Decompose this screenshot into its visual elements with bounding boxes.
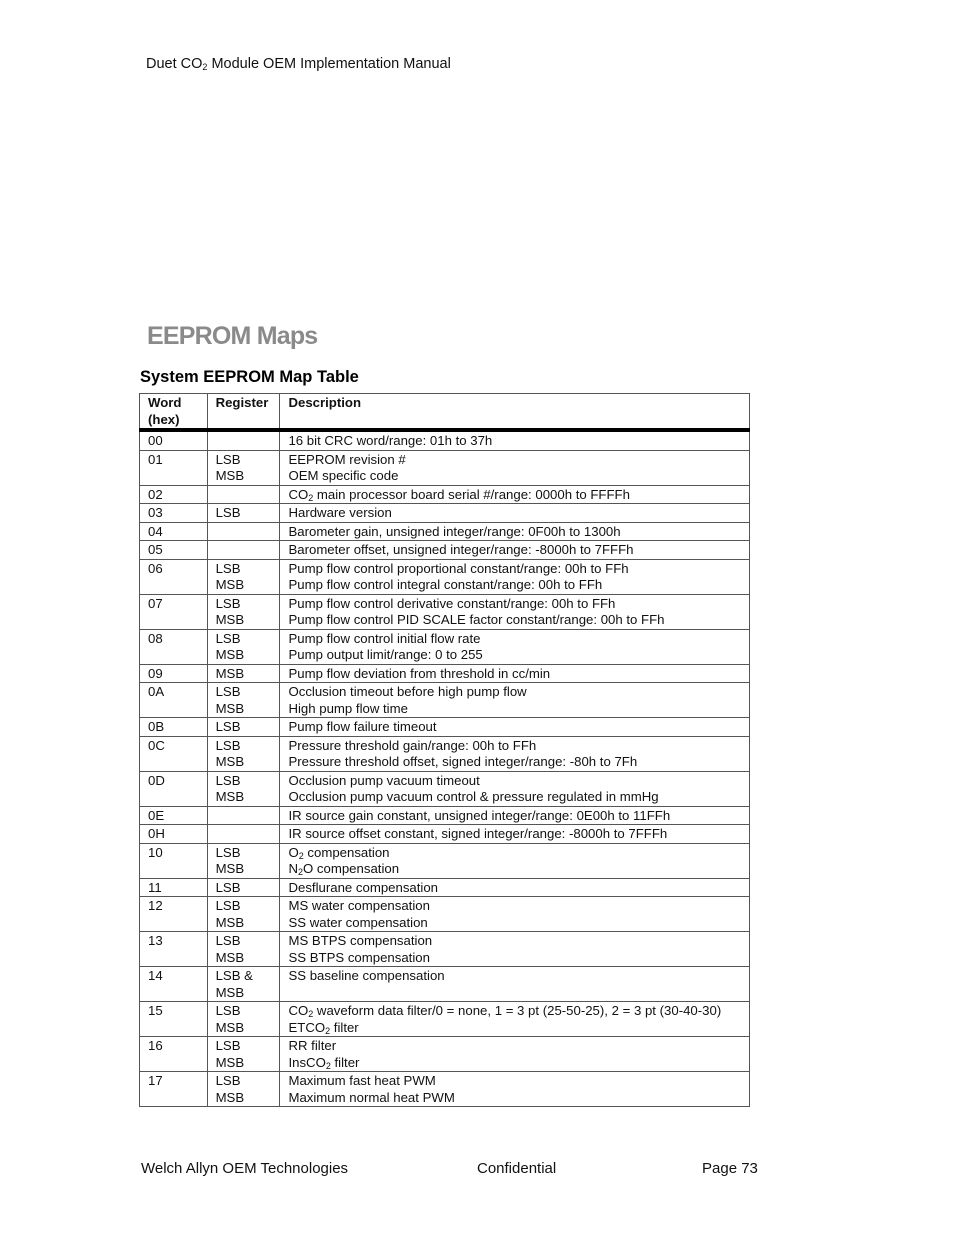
register-cell — [207, 806, 280, 825]
description-cell — [280, 485, 750, 504]
register-value: LSB & — [215, 968, 253, 983]
table-row — [140, 843, 750, 878]
register-value: LSB — [215, 1003, 241, 1018]
register-value: LSB — [215, 772, 241, 788]
description-text: CO — [288, 486, 309, 502]
word-cell: 01 — [140, 450, 208, 485]
register-value — [216, 542, 272, 559]
table-row — [140, 559, 750, 594]
register-cell — [207, 541, 280, 560]
table-row — [140, 594, 750, 629]
word-cell: 0A — [140, 683, 208, 718]
description-line — [288, 950, 741, 967]
description-text: OEM specific code — [288, 468, 399, 483]
description-cell — [280, 825, 750, 844]
register-cell — [207, 1037, 280, 1072]
description-line — [288, 1038, 741, 1055]
register-value: LSB — [215, 630, 241, 646]
description-cell — [280, 932, 750, 967]
description-text: Barometer gain, unsigned integer/range: 0F00h to 1300h — [288, 523, 621, 539]
register-cell — [207, 1072, 280, 1107]
description-line — [288, 487, 741, 504]
running-header — [146, 56, 451, 72]
description-line — [288, 1020, 741, 1037]
description-line — [288, 880, 741, 897]
subscript: 2 — [325, 1060, 331, 1071]
table-row — [140, 1072, 750, 1107]
register-value: MSB — [215, 1089, 245, 1105]
register-value: MSB — [215, 468, 245, 483]
register-cell — [207, 825, 280, 844]
subscript: 2 — [298, 850, 304, 861]
description-cell — [280, 450, 750, 485]
description-cell — [280, 1072, 750, 1107]
table-body — [140, 430, 750, 1107]
table-row — [140, 806, 750, 825]
register-value: MSB — [215, 949, 245, 965]
register-cell — [207, 932, 280, 967]
description-line — [288, 647, 741, 664]
description-text: SS BTPS compensation — [288, 949, 430, 965]
description-text: filter — [330, 1054, 360, 1070]
description-text: Hardware version — [288, 505, 392, 520]
register-value: MSB — [215, 612, 245, 627]
word-cell: 00 — [140, 430, 208, 450]
description-cell — [280, 594, 750, 629]
register-value — [216, 808, 272, 825]
description-line — [288, 631, 741, 648]
table-row — [140, 430, 750, 450]
table-row — [140, 771, 750, 806]
description-line — [288, 898, 741, 915]
register-value: LSB — [215, 451, 241, 467]
register-cell — [207, 629, 280, 664]
description-text: O compensation — [303, 861, 400, 876]
word-cell: 11 — [140, 878, 208, 897]
description-cell — [280, 718, 750, 737]
word-cell: 10 — [140, 843, 208, 878]
description-text: Maximum normal heat PWM — [288, 1089, 455, 1105]
description-line — [288, 468, 741, 485]
description-cell — [280, 736, 750, 771]
register-cell — [207, 967, 280, 1002]
description-line — [288, 452, 741, 469]
register-value: LSB — [215, 595, 241, 611]
register-value: MSB — [215, 665, 245, 681]
description-text: Pump flow deviation from threshold in cc/min — [288, 665, 551, 681]
register-value: MSB — [215, 754, 245, 769]
table-row — [140, 878, 750, 897]
word-cell: 03 — [140, 504, 208, 523]
word-cell: 14 — [140, 967, 208, 1002]
description-text: 16 bit CRC word/range: 01h to 37h — [288, 433, 493, 448]
description-line — [288, 433, 741, 450]
table-row — [140, 932, 750, 967]
word-cell: 08 — [140, 629, 208, 664]
table-title: System EEPROM Map Table — [140, 368, 359, 386]
register-cell — [207, 450, 280, 485]
description-text: Pump flow control integral constant/range: 00h to FFh — [288, 577, 603, 592]
description-line — [288, 524, 741, 541]
register-value: LSB — [215, 560, 241, 576]
register-value: LSB — [215, 1073, 241, 1088]
description-cell — [280, 504, 750, 523]
table-header-row — [140, 394, 750, 431]
description-text: SS baseline compensation — [288, 968, 445, 983]
description-text: IR source gain constant, unsigned integer/range: 0E00h to 11FFh — [288, 807, 671, 823]
footer-page-number: Page 73 — [702, 1160, 758, 1177]
register-cell — [207, 683, 280, 718]
description-line — [288, 738, 741, 755]
description-text: High pump flow time — [288, 700, 408, 716]
description-text: Occlusion pump vacuum control & pressure regulated in mmHg — [288, 789, 659, 804]
word-cell: 0B — [140, 718, 208, 737]
description-text: SS water compensation — [288, 914, 428, 930]
table-row — [140, 450, 750, 485]
register-cell — [207, 594, 280, 629]
description-text: InsCO — [288, 1054, 326, 1070]
word-cell: 12 — [140, 897, 208, 932]
table-row — [140, 897, 750, 932]
word-cell: 0C — [140, 736, 208, 771]
description-text: ETCO — [288, 1019, 326, 1035]
register-cell — [207, 718, 280, 737]
table-row — [140, 541, 750, 560]
register-value: LSB — [215, 1038, 241, 1053]
table-row — [140, 683, 750, 718]
register-cell — [207, 771, 280, 806]
description-text: Desflurane compensation — [288, 879, 439, 895]
description-line — [288, 542, 741, 559]
description-text: Pump flow control PID SCALE factor constant/range: 00h to FFh — [288, 612, 665, 627]
description-cell — [280, 1037, 750, 1072]
description-cell — [280, 541, 750, 560]
column-header-word: Word (hex) — [140, 394, 208, 431]
description-line — [288, 684, 741, 701]
description-cell — [280, 806, 750, 825]
register-value: MSB — [215, 577, 245, 592]
register-cell — [207, 897, 280, 932]
table-row — [140, 967, 750, 1002]
register-value — [216, 433, 272, 450]
table-row — [140, 1037, 750, 1072]
description-text: Pump flow failure timeout — [288, 719, 437, 734]
header-subscript: 2 — [202, 62, 208, 72]
register-cell — [207, 430, 280, 450]
register-value: MSB — [215, 700, 245, 716]
word-cell: 05 — [140, 541, 208, 560]
description-line — [288, 577, 741, 594]
description-line — [288, 1055, 741, 1072]
table-row — [140, 736, 750, 771]
description-text: N — [288, 861, 298, 876]
header-text-post: Module OEM Implementation Manual — [207, 56, 451, 72]
description-line — [288, 505, 741, 522]
description-text: Maximum fast heat PWM — [288, 1073, 436, 1088]
word-cell: 0D — [140, 771, 208, 806]
word-cell: 04 — [140, 522, 208, 541]
description-text: MS BTPS compensation — [288, 933, 433, 948]
description-cell — [280, 878, 750, 897]
subscript: 2 — [308, 492, 314, 503]
description-line — [288, 612, 741, 629]
column-header-register: Register — [207, 394, 280, 431]
description-text: Pump flow control derivative constant/range: 00h to FFh — [288, 595, 616, 611]
description-text: Occlusion pump vacuum timeout — [288, 772, 480, 788]
register-value — [216, 487, 272, 504]
description-text: main processor board serial #/range: 0000h to FFFFh — [313, 486, 630, 502]
description-line — [288, 1090, 741, 1107]
table-row — [140, 664, 750, 683]
description-line — [288, 789, 741, 806]
register-cell — [207, 664, 280, 683]
description-text: Occlusion timeout before high pump flow — [288, 684, 527, 699]
word-cell: 17 — [140, 1072, 208, 1107]
register-cell — [207, 559, 280, 594]
description-line — [288, 933, 741, 950]
word-cell: 0E — [140, 806, 208, 825]
description-line — [288, 719, 741, 736]
description-line — [288, 701, 741, 718]
register-value: MSB — [215, 984, 245, 1000]
description-line — [288, 845, 741, 862]
description-cell — [280, 522, 750, 541]
description-line — [288, 1073, 741, 1090]
register-cell — [207, 843, 280, 878]
register-cell — [207, 1002, 280, 1037]
header-text-pre: Duet CO — [146, 56, 203, 72]
register-value: MSB — [215, 647, 245, 662]
register-cell — [207, 878, 280, 897]
subscript: 2 — [308, 1009, 314, 1019]
footer-left: Welch Allyn OEM Technologies — [141, 1160, 349, 1177]
description-cell — [280, 664, 750, 683]
description-line — [288, 1003, 741, 1020]
description-line — [288, 773, 741, 790]
word-cell: 15 — [140, 1002, 208, 1037]
word-cell: 0H — [140, 825, 208, 844]
description-cell — [280, 683, 750, 718]
word-cell: 13 — [140, 932, 208, 967]
register-value — [216, 524, 272, 541]
word-cell: 16 — [140, 1037, 208, 1072]
description-text: Pressure threshold gain/range: 00h to FFh — [288, 737, 537, 753]
register-value: LSB — [215, 933, 241, 948]
table-row — [140, 825, 750, 844]
register-value: MSB — [215, 914, 245, 930]
register-cell — [207, 736, 280, 771]
description-cell — [280, 430, 750, 450]
register-cell — [207, 522, 280, 541]
table-row — [140, 522, 750, 541]
table-row — [140, 504, 750, 523]
subscript: 2 — [325, 1025, 331, 1036]
description-text: O — [288, 844, 299, 860]
description-line — [288, 968, 741, 985]
description-text: filter — [330, 1019, 359, 1035]
description-text: IR source offset constant, signed integer/range: -8000h to 7FFFh — [288, 826, 668, 841]
register-value: LSB — [215, 844, 241, 860]
description-line — [288, 826, 741, 843]
description-cell — [280, 629, 750, 664]
register-cell — [207, 485, 280, 504]
description-text: Pump output limit/range: 0 to 255 — [288, 647, 483, 662]
description-cell — [280, 843, 750, 878]
description-text: compensation — [303, 844, 390, 860]
register-value: MSB — [215, 789, 245, 804]
table-row — [140, 485, 750, 504]
register-value — [216, 826, 272, 843]
subscript: 2 — [298, 867, 304, 877]
description-line — [288, 808, 741, 825]
section-title: EEPROM Maps — [147, 322, 318, 350]
description-text: Pressure threshold offset, signed integer/range: -80h to 7Fh — [288, 754, 638, 769]
description-text: MS water compensation — [288, 898, 430, 913]
description-line — [288, 596, 741, 613]
description-text: Pump flow control initial flow rate — [288, 630, 481, 646]
table-row — [140, 1002, 750, 1037]
description-cell — [280, 771, 750, 806]
table-row — [140, 629, 750, 664]
description-text: waveform data filter/0 = none, 1 = 3 pt (25-50-25), 2 = 3 pt (30-40-30) — [313, 1003, 722, 1018]
description-text: Pump flow control proportional constant/range: 00h to FFh — [288, 560, 629, 576]
eeprom-map-table — [139, 393, 750, 1107]
register-value: LSB — [215, 684, 241, 699]
register-value: LSB — [215, 719, 241, 734]
register-value: LSB — [215, 737, 241, 753]
word-cell: 06 — [140, 559, 208, 594]
word-cell: 02 — [140, 485, 208, 504]
column-header-description: Description — [280, 394, 750, 431]
description-cell — [280, 967, 750, 1002]
description-text: Barometer offset, unsigned integer/range: -8000h to 7FFFh — [288, 542, 634, 557]
description-line — [288, 754, 741, 771]
description-line — [288, 915, 741, 932]
description-text: RR filter — [288, 1038, 337, 1053]
register-value: MSB — [215, 1054, 245, 1070]
description-cell — [280, 559, 750, 594]
register-value: LSB — [215, 505, 241, 520]
register-value: LSB — [215, 879, 241, 895]
table-row — [140, 718, 750, 737]
description-line — [288, 861, 741, 878]
register-value: LSB — [215, 898, 241, 913]
description-line — [288, 666, 741, 683]
register-cell — [207, 504, 280, 523]
footer-center: Confidential — [477, 1160, 557, 1177]
word-cell: 09 — [140, 664, 208, 683]
register-value: MSB — [215, 1019, 245, 1035]
description-cell — [280, 897, 750, 932]
word-cell: 07 — [140, 594, 208, 629]
register-value: MSB — [215, 861, 245, 876]
description-text: CO — [288, 1003, 309, 1018]
description-line — [288, 561, 741, 578]
description-cell — [280, 1002, 750, 1037]
description-text: EEPROM revision # — [288, 451, 406, 467]
